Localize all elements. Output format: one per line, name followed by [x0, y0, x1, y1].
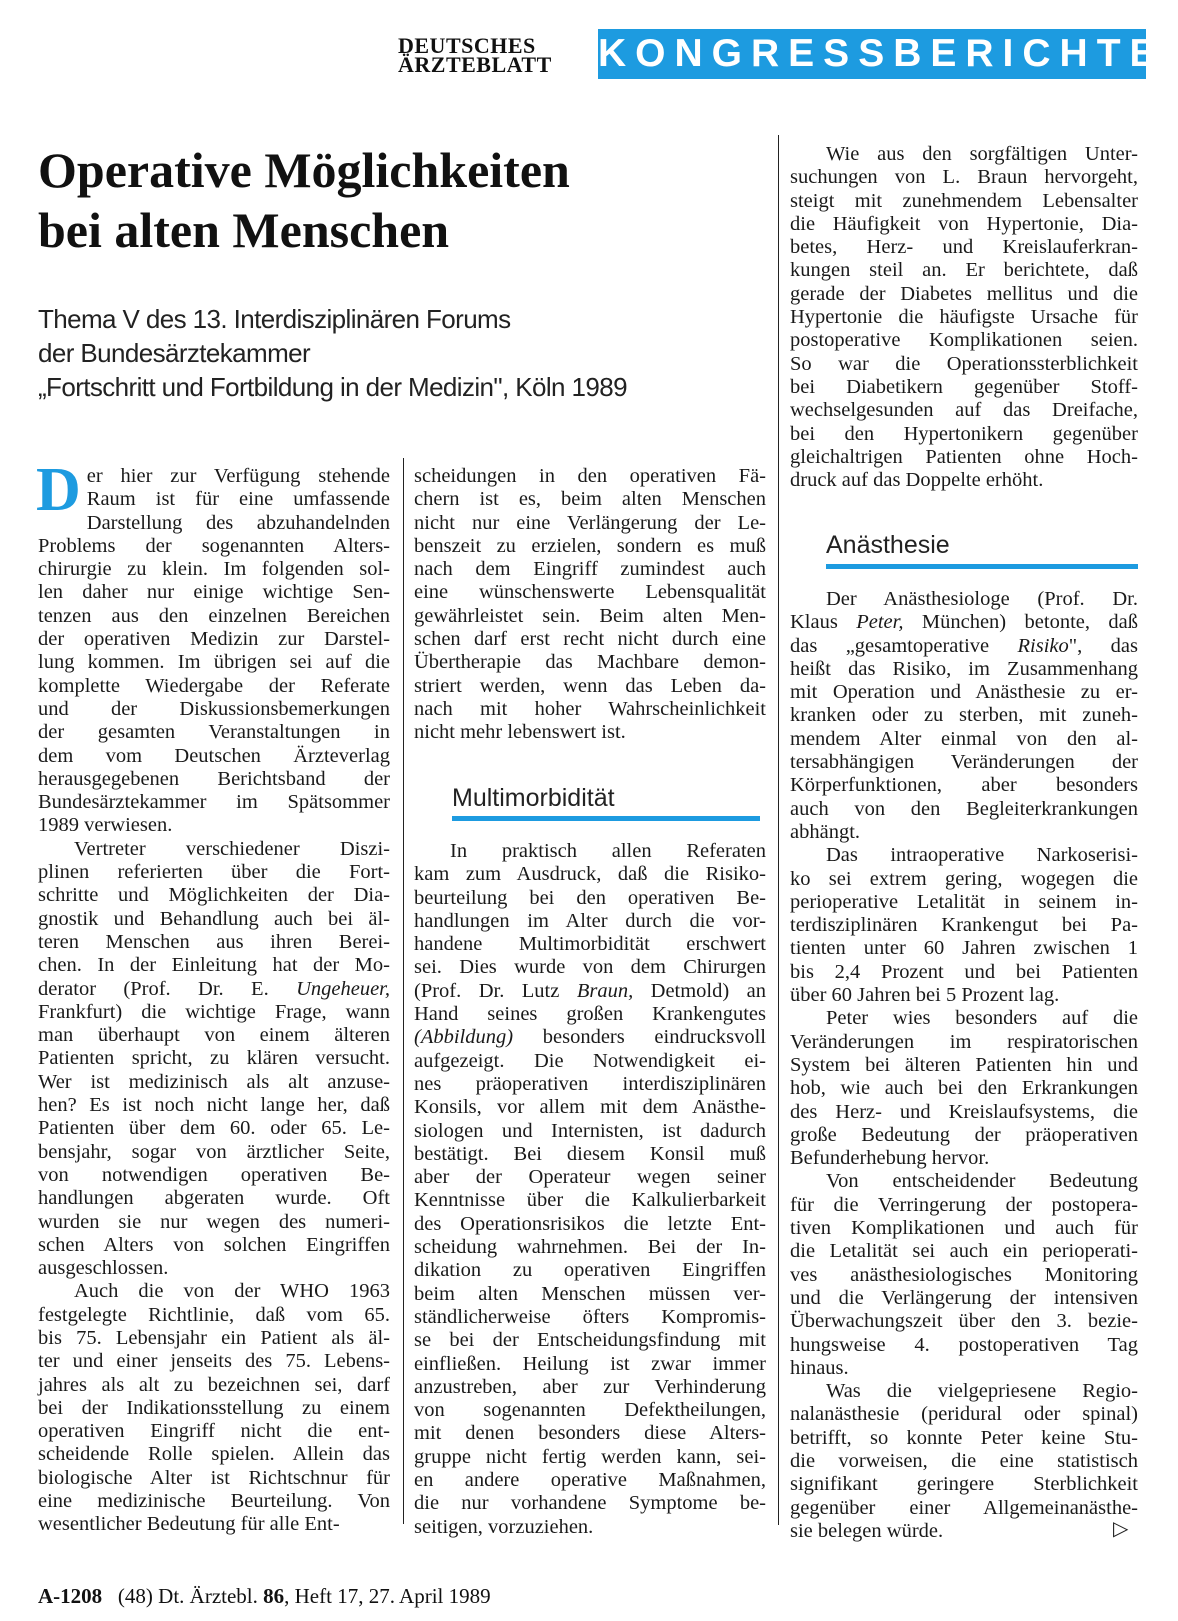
- text-line: herausgegebenen Berichtsband der: [38, 767, 390, 790]
- column-2: [414, 465, 766, 745]
- text-line: Klaus Peter, München) betonte, daß: [790, 611, 1138, 634]
- text-line: und die Verlängerung der intensiven: [790, 1286, 1138, 1309]
- text-line: (Prof. Dr. Lutz Braun, Detmold) an: [414, 979, 767, 1002]
- text-line: 1989 verwiesen.: [38, 814, 173, 837]
- text-line: nes präoperativen interdisziplinären: [414, 1072, 766, 1095]
- text-line: Körperfunktionen, aber besonders: [790, 774, 1138, 797]
- text-line: seitigen, vorzuziehen.: [414, 1515, 594, 1538]
- text-line: die Letalität sei auch ein perioperati-: [790, 1240, 1138, 1263]
- text-line: mit denen besonders diese Alters-: [414, 1422, 766, 1445]
- text-line: das „gesamtoperative Risiko", das: [790, 634, 1138, 657]
- text-line: und der Diskussionsbemerkungen: [38, 697, 390, 720]
- text-line: Auch die von der WHO 1963: [74, 1280, 390, 1303]
- masthead-line1: DEUTSCHES: [398, 33, 536, 58]
- masthead-line2: ÄRZTEBLATT: [398, 52, 552, 77]
- text-line: signifikant geringere Sterblichkeit: [790, 1473, 1138, 1496]
- text-line: gerade der Diabetes mellitus und die: [790, 282, 1138, 305]
- section-heading-underline: [452, 816, 760, 821]
- text-line: ausgeschlossen.: [38, 1257, 169, 1280]
- text-line: handene Multimorbidität erschwert: [414, 933, 766, 956]
- text-line: druck auf das Doppelte erhöht.: [790, 469, 1044, 492]
- text-line: nach mit hoher Wahrscheinlichkeit: [414, 697, 766, 720]
- text-line: gnostik und Behandlung auch bei äl-: [38, 907, 390, 930]
- column-1: [36, 456, 390, 1537]
- text-line: nicht nur eine Verlängerung der Le-: [414, 511, 766, 534]
- text-line: hungsweise 4. postoperativen Tag: [790, 1333, 1138, 1356]
- text-line: bis 2,4 Prozent und bei Patienten: [790, 960, 1138, 983]
- section-heading-anaesthesie: Anästhesie: [826, 531, 950, 559]
- text-line: chern ist es, beim alten Menschen: [414, 488, 766, 511]
- article-subtitle: [38, 302, 758, 404]
- text-line: postoperative Komplikationen seien.: [790, 329, 1138, 352]
- article-title: [38, 140, 748, 260]
- text-line: die vorweisen, die eine statistisch: [790, 1449, 1138, 1472]
- text-line: schritte und Möglichkeiten der Dia-: [38, 884, 390, 907]
- text-line: kam zum Ausdruck, daß die Risiko-: [414, 863, 766, 886]
- subtitle-line3: „Fortschritt und Fortbildung in der Medizin", Köln 1989: [38, 372, 627, 402]
- text-line: (Abbildung) besonders eindrucksvoll: [414, 1026, 766, 1049]
- continue-arrow-icon: ▷: [1113, 1516, 1129, 1540]
- text-line: tiven Komplikationen und auch für: [790, 1217, 1138, 1240]
- text-line: hen? Es ist noch nicht lange her, daß: [38, 1094, 390, 1117]
- text-line: von notwendigen operativen Be-: [38, 1163, 390, 1186]
- section-title: KONGRESSBERICHTE: [598, 32, 1165, 75]
- text-line: So war die Operationssterblichkeit: [790, 352, 1138, 375]
- text-line: die Häufigkeit von Hypertonie, Dia-: [790, 212, 1138, 235]
- text-line: dikation zu operativen Eingriffen: [414, 1259, 766, 1282]
- text-line: Raum ist für eine umfassende: [86, 488, 390, 511]
- text-line: der gesamten Veranstaltungen in: [38, 721, 390, 744]
- text-line: der operativen Medizin zur Darstel-: [38, 628, 390, 651]
- text-line: Das intraoperative Narkoserisi-: [826, 844, 1138, 867]
- text-line: man überhaupt von einem älteren: [38, 1024, 390, 1047]
- text-line: sie belegen würde.: [790, 1519, 944, 1542]
- masthead-logo: [398, 33, 586, 80]
- text-line: bei der Indikationsstellung zu einem: [38, 1396, 390, 1419]
- text-line: abhängt.: [790, 820, 861, 843]
- column-rule-right: [778, 135, 779, 1525]
- text-line: nalanästhesie (peridural oder spinal): [790, 1403, 1138, 1426]
- text-line: schen Alters von solchen Eingriffen: [38, 1233, 390, 1256]
- column-3: [790, 143, 1138, 492]
- text-line: auch von den Begleiterkrankungen: [790, 797, 1138, 820]
- text-line: tienten unter 60 Jahren zwischen 1: [790, 937, 1138, 960]
- text-line: steigt mit zunehmendem Lebensalter: [790, 189, 1138, 212]
- text-line: bestätigt. Bei diesem Konsil muß: [414, 1142, 766, 1165]
- text-line: tersabhängigen Veränderungen der: [790, 751, 1138, 774]
- text-line: Hand seines großen Krankengutes: [414, 1003, 766, 1026]
- text-line: len daher nur einige wichtige Sen-: [38, 581, 390, 604]
- text-line: wesentlicher Bedeutung für alle Ent-: [38, 1513, 340, 1536]
- text-line: betrifft, so konnte Peter keine Stu-: [790, 1426, 1138, 1449]
- text-line: hob, wie auch bei den Erkrankungen: [790, 1077, 1138, 1100]
- text-line: über 60 Jahren bei 5 Prozent lag.: [790, 984, 1060, 1007]
- text-line: Übertherapie das Machbare demon-: [414, 651, 766, 674]
- text-line: des Herz- und Kreislaufsystems, die: [790, 1100, 1138, 1123]
- text-line: nach dem Eingriff zumindest auch: [414, 558, 766, 581]
- footer-issue: , Heft 17, 27. April 1989: [284, 1584, 491, 1608]
- section-heading-multimorbiditaet: Multimorbidität: [452, 784, 615, 812]
- text-line: gegenüber einer Allgemeinanästhe-: [790, 1496, 1138, 1519]
- text-line: Frankfurt) die wichtige Frage, wann: [38, 1000, 390, 1023]
- text-line: kranken oder zu sterben, mit zuneh-: [790, 704, 1138, 727]
- article-title-line1: Operative Möglichkeiten: [38, 142, 570, 198]
- text-line: die nur vorhandene Symptome be-: [414, 1492, 766, 1515]
- text-line: scheidung wahrnehmen. Bei der In-: [414, 1236, 766, 1259]
- footer-volume: 86: [263, 1584, 285, 1608]
- text-line: plinen referierten über die Fort-: [38, 861, 390, 884]
- text-line: System bei älteren Patienten hin und: [790, 1053, 1138, 1076]
- text-line: Patienten über dem 60. oder 65. Le-: [38, 1117, 390, 1140]
- text-line: aufgezeigt. Die Notwendigkeit ei-: [414, 1049, 766, 1072]
- text-line: gleichaltrigen Patienten ohne Hoch-: [790, 445, 1138, 468]
- text-line: chirurgie zu klein. Im folgenden sol-: [38, 558, 390, 581]
- text-line: striert werden, wenn das Leben da-: [414, 674, 766, 697]
- text-line: des Operationsrisikos die letzte Ent-: [414, 1212, 766, 1235]
- page-footer: [38, 1584, 491, 1608]
- text-line: Bundesärztekammer im Spätsommer: [38, 791, 390, 814]
- text-line: derator (Prof. Dr. E. Ungeheuer,: [38, 977, 390, 1000]
- text-line: wechselgesunden auf das Dreifache,: [790, 399, 1138, 422]
- text-line: ständlicherweise öfters Kompromis-: [414, 1305, 766, 1328]
- drop-cap: D: [36, 456, 81, 524]
- text-line: benszeit zu erzielen, sondern es muß: [414, 534, 766, 557]
- text-line: Peter wies besonders auf die: [826, 1007, 1138, 1030]
- text-line: dem vom Deutschen Ärzteverlag: [38, 744, 390, 767]
- text-line: siologen und Internisten, ist dadurch: [414, 1119, 766, 1142]
- text-line: biologische Alter ist Richtschnur für: [38, 1466, 390, 1489]
- section-heading-underline: [826, 564, 1138, 569]
- text-line: eine wünschenswerte Lebensqualität: [414, 581, 766, 604]
- text-line: beim alten Menschen müssen ver-: [414, 1282, 766, 1305]
- text-line: chen. In der Einleitung hat der Mo-: [38, 954, 390, 977]
- text-line: anzustreben, aber zur Verhinderung: [414, 1375, 766, 1398]
- text-line: Überwachungszeit über den 3. bezie-: [790, 1310, 1138, 1333]
- text-line: Wie aus den sorgfältigen Unter-: [826, 143, 1138, 165]
- text-line: Von entscheidender Bedeutung: [826, 1170, 1138, 1193]
- footer-source: (48) Dt. Ärztebl.: [117, 1584, 258, 1608]
- column-2-continued: [414, 840, 766, 1539]
- text-line: Hypertonie die häufigste Ursache für: [790, 306, 1138, 329]
- text-line: bensjahr, sogar von ärztlicher Seite,: [38, 1140, 390, 1163]
- column-rule-left: [403, 458, 404, 1524]
- subtitle-line1: Thema V des 13. Interdisziplinären Forums: [38, 304, 511, 334]
- text-line: bis 75. Lebensjahr ein Patient als äl-: [38, 1326, 390, 1349]
- text-line: lung kommen. Im übrigen sei auf die: [38, 651, 390, 674]
- subtitle-line2: der Bundesärztekammer: [38, 338, 311, 368]
- text-line: jahres als alt zu bezeichnen sei, darf: [38, 1373, 390, 1396]
- text-line: komplette Wiedergabe der Referate: [38, 674, 390, 697]
- text-line: mendem Alter einmal von den al-: [790, 727, 1138, 750]
- text-line: handlungen abgeraten wurde. Oft: [38, 1187, 390, 1210]
- text-line: beurteilung bei den operativen Be-: [414, 886, 766, 909]
- text-line: kungen steil an. Er berichtete, daß: [790, 259, 1138, 282]
- text-line: Wer ist medizinisch als alt anzuse-: [38, 1070, 390, 1093]
- text-line: terdisziplinären Krankengut bei Pa-: [790, 914, 1138, 937]
- text-line: scheidungen in den operativen Fä-: [414, 465, 766, 487]
- text-line: operativen Eingriff nicht die ent-: [38, 1420, 390, 1443]
- text-line: von sogenannten Defektheilungen,: [414, 1399, 766, 1422]
- text-line: Was die vielgepriesene Regio-: [826, 1380, 1138, 1403]
- text-line: Kenntnisse über die Kalkulierbarkeit: [414, 1189, 766, 1212]
- article-title-line2: bei alten Menschen: [38, 202, 450, 258]
- text-line: Der Anästhesiologe (Prof. Dr.: [826, 588, 1138, 610]
- text-line: ves anästhesiologisches Monitoring: [790, 1263, 1138, 1286]
- text-line: ko sei extrem gering, wogegen die: [790, 867, 1138, 890]
- text-line: gruppe nicht fertig werden kann, sei-: [414, 1445, 766, 1468]
- text-line: se bei der Entscheidungsfindung mit: [414, 1329, 766, 1352]
- text-line: en andere operative Maßnahmen,: [414, 1469, 766, 1492]
- text-line: bei den Hypertonikern gegenüber: [790, 422, 1138, 445]
- text-line: wurden sie nur wegen des numeri-: [38, 1210, 390, 1233]
- text-line: schen darf erst recht nicht durch eine: [414, 628, 766, 651]
- text-line: Problems der sogenannten Alters-: [38, 534, 390, 557]
- text-line: eine medizinische Beurteilung. Von: [38, 1490, 390, 1513]
- text-line: tenzen aus den einzelnen Bereichen: [38, 604, 390, 627]
- text-line: Veränderungen im respiratorischen: [790, 1030, 1138, 1053]
- text-line: bei Diabetikern gegenüber Stoff-: [790, 375, 1138, 398]
- text-line: betes, Herz- und Kreislauferkran-: [790, 236, 1138, 259]
- text-line: suchungen von L. Braun hervorgeht,: [790, 166, 1138, 189]
- page-number: A-1208: [38, 1584, 103, 1608]
- text-line: heißt das Risiko, im Zusammenhang: [790, 657, 1138, 680]
- text-line: festgelegte Richtlinie, daß vom 65.: [38, 1303, 390, 1326]
- text-line: große Bedeutung der präoperativen: [790, 1123, 1138, 1146]
- text-line: für die Verringerung der postopera-: [790, 1193, 1138, 1216]
- text-line: gewährleistet sein. Beim alten Men-: [414, 604, 766, 627]
- text-line: nicht mehr lebenswert ist.: [414, 721, 626, 744]
- text-line: ter und einer jenseits des 75. Lebens-: [38, 1350, 390, 1373]
- text-line: scheidende Rolle spielen. Allein das: [38, 1443, 390, 1466]
- column-3-continued: [790, 588, 1138, 1543]
- text-line: In praktisch allen Referaten: [450, 840, 766, 862]
- text-line: Befunderhebung hervor.: [790, 1147, 990, 1170]
- text-line: Konsils, vor allem mit dem Anästhe-: [414, 1096, 766, 1119]
- text-line: er hier zur Verfügung stehende: [86, 465, 390, 487]
- text-line: einfließen. Heilung ist zwar immer: [414, 1352, 766, 1375]
- text-line: teren Menschen aus ihren Berei-: [38, 930, 390, 953]
- section-banner: [598, 29, 1165, 79]
- text-line: handlungen im Alter durch die vor-: [414, 909, 766, 932]
- text-line: sei. Dies wurde von dem Chirurgen: [414, 956, 766, 979]
- text-line: perioperative Letalität in seinem in-: [790, 890, 1138, 913]
- text-line: Vertreter verschiedener Diszi-: [74, 837, 390, 860]
- text-line: Patienten spricht, zu klären versucht.: [38, 1047, 390, 1070]
- text-line: mit Operation und Anästhesie zu er-: [790, 681, 1138, 704]
- text-line: Darstellung des abzuhandelnden: [86, 511, 390, 534]
- text-line: aber der Operateur wegen seiner: [414, 1166, 766, 1189]
- text-line: hinaus.: [790, 1356, 849, 1379]
